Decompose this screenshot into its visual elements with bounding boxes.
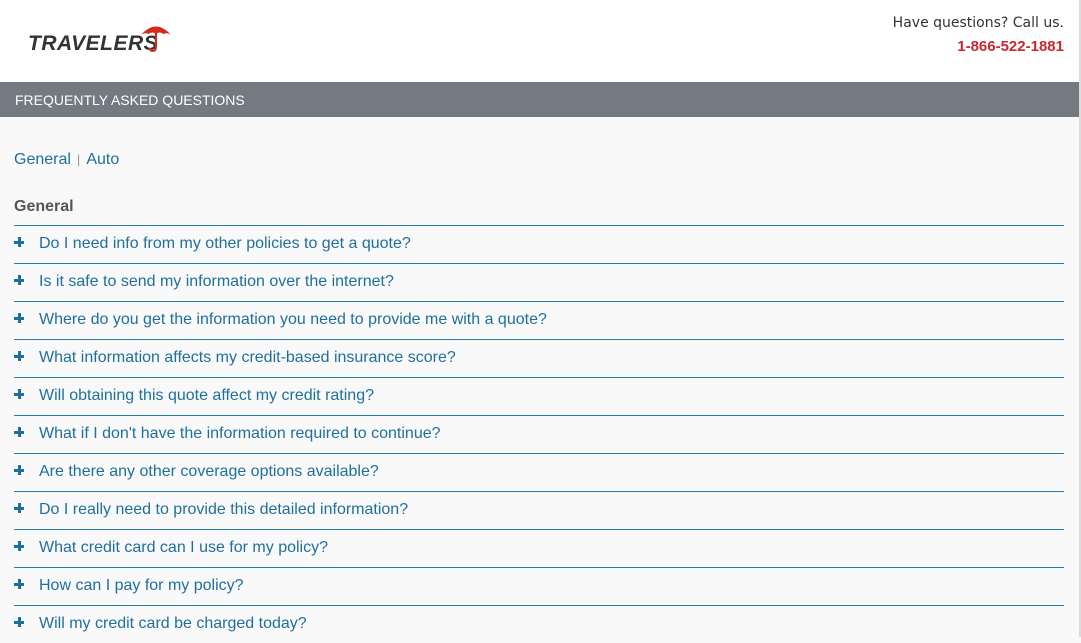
page-header (0, 0, 1079, 82)
plus-icon[interactable] (14, 579, 24, 589)
contact-info (893, 14, 1064, 55)
plus-icon[interactable] (14, 427, 24, 437)
faq-question[interactable]: Are there any other coverage options available? (39, 463, 379, 480)
faq-question[interactable]: What information affects my credit-based insurance score? (39, 349, 456, 366)
plus-icon[interactable] (14, 313, 24, 323)
faq-item[interactable] (14, 605, 1064, 643)
plus-icon[interactable] (14, 465, 24, 475)
tab-general[interactable]: General (14, 151, 71, 168)
contact-text: Have questions? Call us. (892, 15, 1064, 31)
faq-item[interactable] (14, 225, 1064, 263)
faq-item[interactable] (14, 491, 1064, 529)
faq-question[interactable]: Is it safe to send my information over the internet? (39, 273, 394, 290)
logo-text: TRAVELERS (28, 32, 159, 55)
faq-list (14, 225, 1064, 643)
faq-question[interactable]: What if I don't have the information required to continue? (39, 425, 441, 442)
plus-icon[interactable] (14, 541, 24, 551)
phone-link[interactable]: 1-866-522-1881 (957, 38, 1064, 55)
faq-question[interactable]: Do I really need to provide this detailed information? (39, 501, 409, 518)
faq-category-nav (14, 151, 119, 169)
faq-banner (0, 82, 1079, 117)
tab-auto[interactable]: Auto (86, 151, 120, 168)
faq-question[interactable]: How can I pay for my policy? (39, 577, 244, 594)
faq-question[interactable]: What credit card can I use for my policy? (39, 539, 328, 556)
plus-icon[interactable] (14, 503, 24, 513)
plus-icon[interactable] (14, 617, 24, 627)
faq-question[interactable]: Will obtaining this quote affect my credit rating? (39, 387, 374, 404)
section-title: General (14, 198, 74, 215)
plus-icon[interactable] (14, 275, 24, 285)
faq-item[interactable] (14, 453, 1064, 491)
faq-item[interactable] (14, 301, 1064, 339)
faq-item[interactable] (14, 415, 1064, 453)
travelers-logo[interactable] (28, 22, 178, 58)
banner-title: FREQUENTLY ASKED QUESTIONS (15, 92, 245, 108)
faq-item[interactable] (14, 263, 1064, 301)
faq-item[interactable] (14, 567, 1064, 605)
faq-question[interactable]: Where do you get the information you need to provide me with a quote? (39, 311, 547, 328)
tab-separator: | (76, 152, 81, 167)
faq-question[interactable]: Do I need info from my other policies to get a quote? (39, 235, 411, 252)
faq-item[interactable] (14, 529, 1064, 567)
umbrella-icon (140, 22, 172, 54)
plus-icon[interactable] (14, 389, 24, 399)
plus-icon[interactable] (14, 237, 24, 247)
faq-item[interactable] (14, 377, 1064, 415)
plus-icon[interactable] (14, 351, 24, 361)
faq-question[interactable]: Will my credit card be charged today? (39, 615, 307, 632)
faq-item[interactable] (14, 339, 1064, 377)
